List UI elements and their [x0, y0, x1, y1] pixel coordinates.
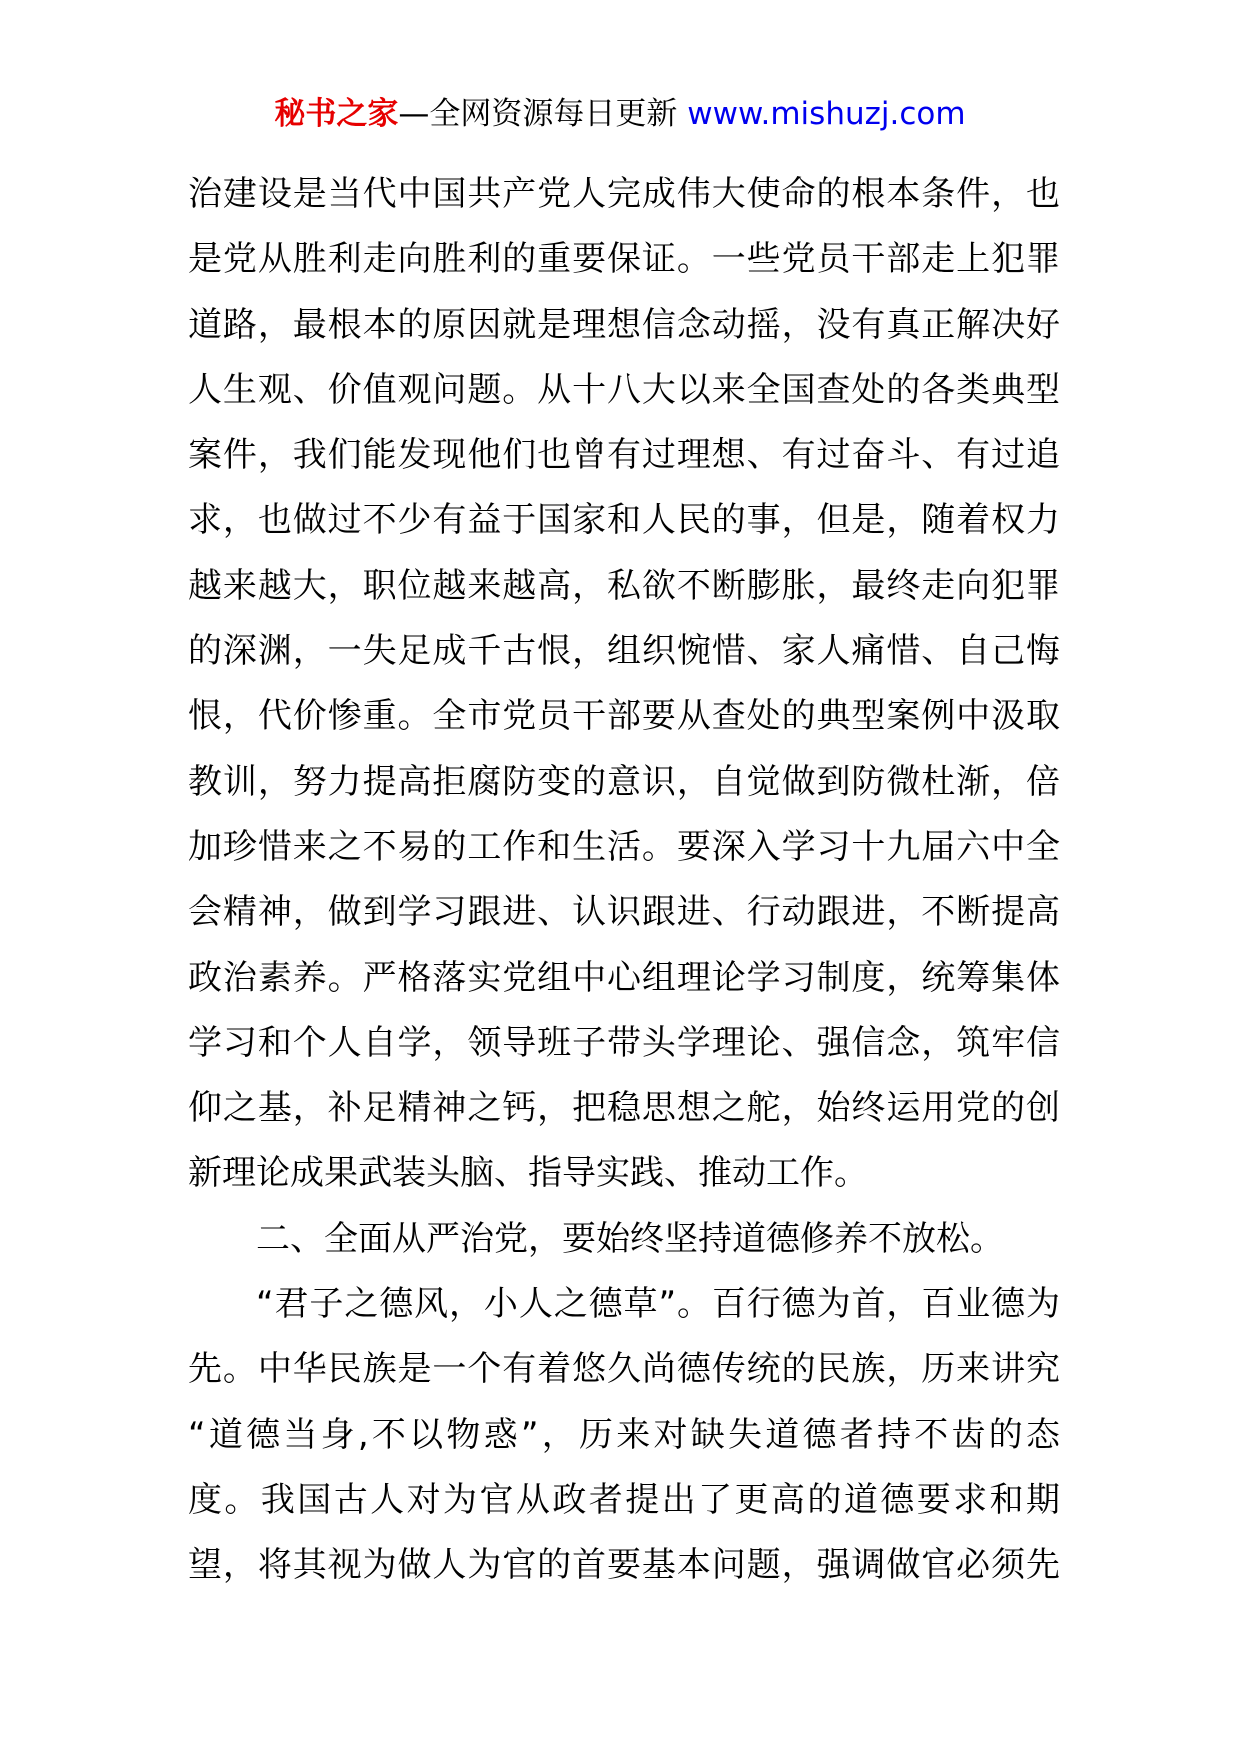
site-tagline: —全网资源每日更新: [398, 96, 678, 132]
section-heading: 二、全面从严治党，要始终坚持道德修养不放松。: [256, 1218, 1004, 1259]
text-line: 治建设是当代中国共产党人完成伟大使命的根本条件，也: [188, 174, 1060, 214]
text-line: 人生观、价值观问题。从十八大以来全国查处的各类典型: [188, 369, 1060, 410]
text-line: 学习和个人自学，领导班子带头学理论、强信念，筑牢信: [188, 1022, 1060, 1063]
paragraph-end-line: 新理论成果武装头脑、指导实践、推动工作。: [188, 1153, 868, 1194]
text-line: 先。中华民族是一个有着悠久尚德传统的民族，历来讲究: [188, 1349, 1060, 1390]
text-line: 的深渊，一失足成千古恨，组织惋惜、家人痛惜、自己悔: [188, 631, 1060, 672]
paragraph-start-line: “君子之德风，小人之德草”。百行德为首，百业德为: [256, 1284, 1060, 1325]
site-header: [0, 94, 1240, 134]
site-brand: 秘书之家: [274, 96, 399, 132]
text-line: 政治素养。严格落实党组中心组理论学习制度，统筹集体: [188, 957, 1060, 998]
text-line: 道路，最根本的原因就是理想信念动摇，没有真正解决好: [188, 304, 1060, 345]
text-line: 案件，我们能发现他们也曾有过理想、有过奋斗、有过追: [188, 435, 1060, 476]
text-line: 是党从胜利走向胜利的重要保证。一些党员干部走上犯罪: [188, 239, 1060, 280]
text-line: 求，也做过不少有益于国家和人民的事，但是，随着权力: [188, 500, 1060, 541]
text-line: 仰之基，补足精神之钙，把稳思想之舵，始终运用党的创: [188, 1088, 1060, 1129]
text-line: 教训，努力提高拒腐防变的意识，自觉做到防微杜渐，倍: [188, 761, 1060, 802]
text-line: “道德当身,不以物惑”，历来对缺失道德者持不齿的态: [188, 1414, 1060, 1455]
text-line: 会精神，做到学习跟进、认识跟进、行动跟进，不断提高: [188, 892, 1060, 933]
text-line: 越来越大，职位越来越高，私欲不断膨胀，最终走向犯罪: [188, 565, 1060, 606]
text-line: 恨，代价惨重。全市党员干部要从查处的典型案例中汲取: [188, 696, 1060, 737]
site-url-link[interactable]: www.mishuzj.com: [687, 96, 966, 132]
document-body: [188, 162, 1060, 1599]
text-line: 望，将其视为做人为官的首要基本问题，强调做官必须先: [188, 1545, 1060, 1586]
text-line: 度。我国古人对为官从政者提出了更高的道德要求和期: [188, 1479, 1060, 1520]
text-line: 加珍惜来之不易的工作和生活。要深入学习十九届六中全: [188, 826, 1060, 867]
